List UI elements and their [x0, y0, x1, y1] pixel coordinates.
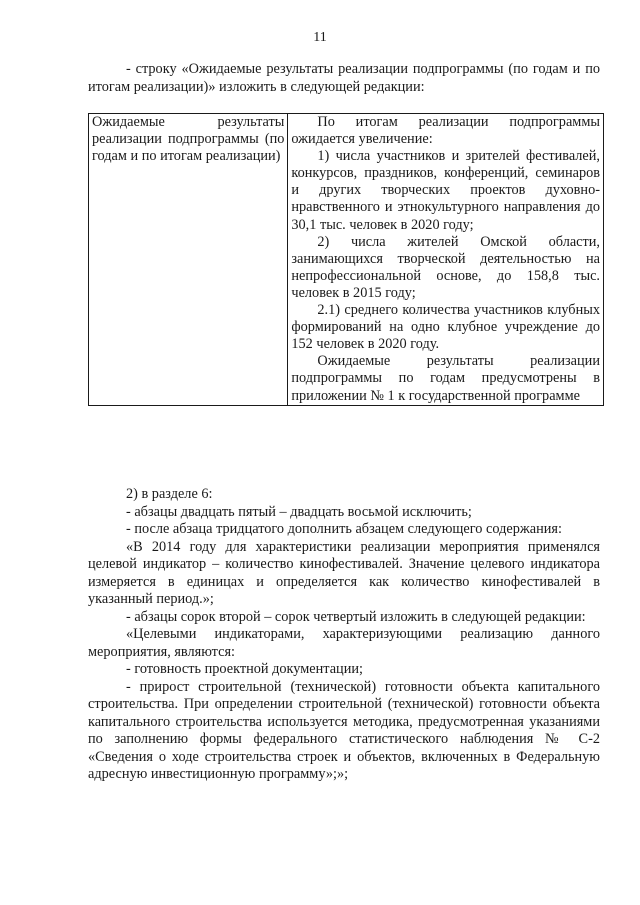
table-item-2-1: 2.1) среднего количества участников клубных формирований на одно клубное учреждение до 152 человек в 2020 году.: [291, 302, 600, 353]
body-paragraph-5: - абзацы сорок второй – сорок четвертый изложить в следующей редакции:: [126, 608, 586, 625]
table-row: [89, 114, 604, 406]
body-paragraph-6: «Целевыми индикаторами, характеризующими реализацию данного мероприятия, являются:: [88, 626, 600, 660]
body-paragraph-1: 2) в разделе 6:: [126, 486, 213, 502]
intro-paragraph: [88, 61, 600, 96]
table-left-cell: [89, 114, 288, 406]
table-left-label: Ожидаемые результаты реализации подпрограммы (по годам и по итогам реализации): [92, 114, 285, 165]
body-text: [88, 486, 600, 784]
body-paragraph-8: - прирост строительной (технической) готовности объекта капитального строительства. При определении строительной (технической) готовности объекта капитального строительства используется методика, предусмотренная указаниями по заполнению формы федерального статистического наблюдения № С-2 «Сведения о ходе строительства строек и объектов, включенных в Федеральную адресную инвестиционную программу»;»;: [88, 678, 600, 782]
intro-text: - строку «Ожидаемые результаты реализации подпрограммы (по годам и по итогам реализации)» изложить в следующей редакции:: [88, 61, 600, 95]
body-paragraph-2: - абзацы двадцать пятый – двадцать восьмой исключить;: [126, 503, 472, 520]
table-item-1: 1) числа участников и зрителей фестивалей, конкурсов, праздников, конференций, семинаров и других творческих проектов духовно-нравственного и этнокультурного направления до 30,1 тыс. человек в 2020 году;: [291, 148, 600, 233]
table-item-2: 2) числа жителей Омской области, занимающихся творческой деятельностью на непрофессиональной основе, до 158,8 тыс. человек в 2015 году;: [291, 233, 600, 301]
page-number: 11: [313, 30, 327, 45]
table-right-cell: [288, 114, 604, 406]
body-paragraph-3: - после абзаца тридцатого дополнить абзацем следующего содержания:: [126, 521, 562, 537]
body-paragraph-4: «В 2014 году для характеристики реализации мероприятия применялся целевой индикатор – количество кинофестивалей. Значение целевого индикатора измеряется в единицах и определяется как количество кинофестивалей в указанный период.»;: [88, 538, 600, 607]
results-table: [88, 113, 604, 406]
table-closing: Ожидаемые результаты реализации подпрограммы по годам предусмотрены в приложении № 1 к государственной программе: [291, 353, 600, 404]
table-lead: По итогам реализации подпрограммы ожидается увеличение:: [291, 114, 600, 148]
body-paragraph-7: - готовность проектной документации;: [126, 661, 363, 677]
